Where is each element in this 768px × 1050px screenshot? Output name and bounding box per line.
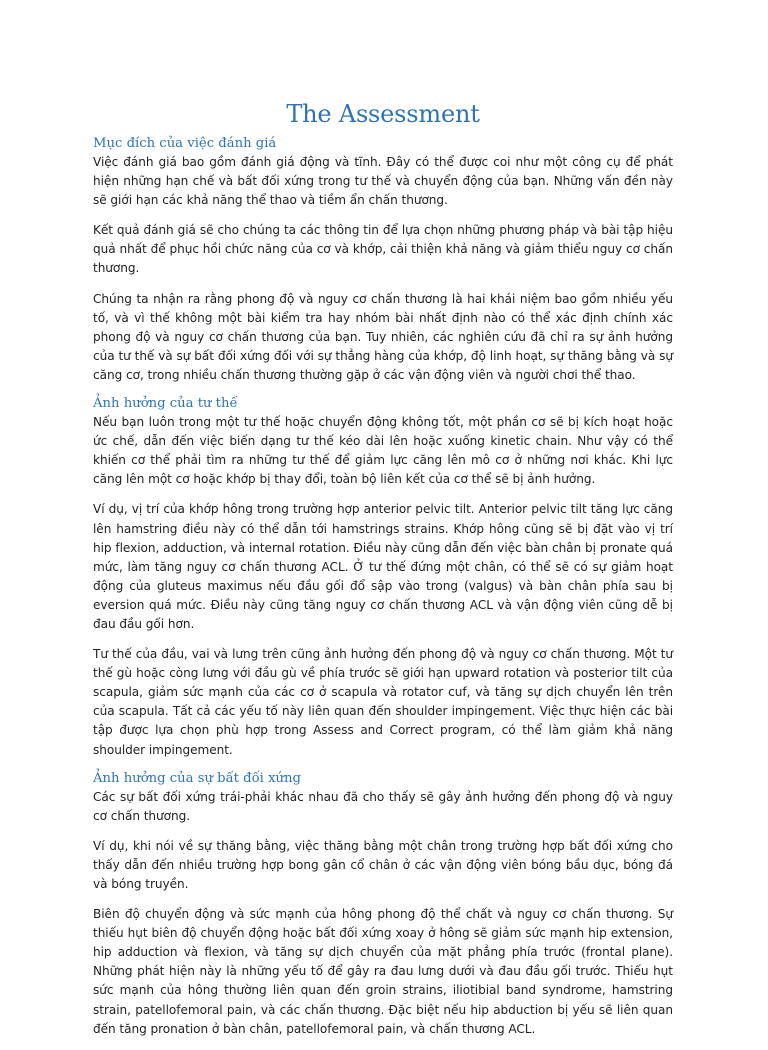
paragraph: Nếu bạn luôn trong một tư thế hoặc chuyển động không tốt, một phần cơ sẽ bị kích hoạt hoặc ức chế, dẫn đến việc biến dạng tư thế kéo dài lên hoặc xuống kinetic chain. Như vậy có thể khiến cơ thể phải tìm ra những tư thế để giảm lực căng lên mô cơ ở những nơi khác. Khi lực căng lên một cơ hoặc khớp bị thay đổi, toàn bộ liên kết của cơ thể sẽ bị ảnh hưởng.: [93, 415, 673, 487]
section-posture-effect: [93, 396, 673, 760]
paragraph: Ví dụ, vị trí của khớp hông trong trường hợp anterior pelvic tilt. Anterior pelvic tilt tăng lực căng lên hamstring điều này có thể dẫn tới hamstrings strains. Khớp hông cũng sẽ bị đặt vào vị trí hip flexion, adduction, và internal rotation. Điều này cũng dẫn đến việc bàn chân bị pronate quá mức, làm tăng nguy cơ chấn thương ACL. Ở tư thế đứng một chân, có thể sẽ có sự giảm hoạt động của gluteus maximus nếu đầu gối đổ sập vào trong (valgus) và bàn chân phía sau bị eversion quá mức. Điều này cũng tăng nguy cơ chấn thương ACL và vận động viên cũng dễ bị đau đầu gối hơn.: [93, 502, 673, 631]
document-content: [93, 100, 673, 1050]
section-heading: Ảnh hưởng của tư thế: [93, 396, 238, 412]
paragraph: Ví dụ, khi nói về sự thăng bằng, việc thăng bằng một chân trong trường hợp bất đối xứng cho thấy dẫn đến nhiều trường hợp bong gân cổ chân ở các vận động viên bóng bầu dục, bóng đá và bóng truyền.: [93, 838, 673, 891]
paragraph: Biên độ chuyển động và sức mạnh của hông phong độ thể chất và nguy cơ chấn thương. Sự thiếu hụt biên độ chuyển động hoặc bất đối xứng xoay ở hông sẽ giảm sức mạnh hip extension, hip adduction và flexion, và tăng sự dịch chuyển của mặt phẳng phía trước (frontal plane). Những phát hiện này là những yếu tố để gây ra đau lưng dưới và đau đầu gối trước. Thiếu hụt sức mạnh của hông thường liên quan đến groin strains, iliotibial band syndrome, hamstring strain, patellofemoral pain, và các chấn thương. Đặc biệt nếu hip abduction bị yếu sẽ liên quan đến tăng pronation ở bàn chân, patellofemoral pain, và chấn thương ACL.: [93, 907, 673, 1036]
section-assessment-purpose: [93, 136, 673, 385]
paragraph: Tư thế của đầu, vai và lưng trên cũng ảnh hưởng đến phong độ và nguy cơ chấn thương. Một tư thế gù hoặc còng lưng với đầu gù về phía trước sẽ giới hạn upward rotation và posterior tilt của scapula, giảm sức mạnh của các cơ ở scapula và rotator cuf, và tăng sự dịch chuyển lên trên của scapula. Tất cả các yếu tố này liên quan đến shoulder impingement. Việc thực hiện các bài tập được lựa chọn phù hợp trong Assess and Correct program, có thể làm giảm khả năng shoulder impingement.: [93, 647, 673, 757]
paragraph: Việc đánh giá bao gồm đánh giá động và tĩnh. Đây có thể được coi như một công cụ để phát hiện những hạn chế và bất đối xứng trong tư thế và chuyển động của bạn. Những vấn đền này sẽ giới hạn các khả năng thể thao và tiềm ẩn chấn thương.: [93, 155, 673, 208]
paragraph: Các sự bất đối xứng trái-phải khác nhau đã cho thấy sẽ gây ảnh hưởng đến phong độ và nguy cơ chấn thương.: [93, 789, 673, 823]
paragraph: Chúng ta nhận ra rằng phong độ và nguy cơ chấn thương là hai khái niệm bao gồm nhiều yếu tố, và vì thế không một bài kiểm tra hay nhóm bài nhất định nào có thể xác định chính xác phong độ và nguy cơ chấn thương của bạn. Tuy nhiên, các nghiên cứu đã chỉ ra sự ảnh hưởng của tư thế và sự bất đối xứng đối với sự thẳng hàng của khớp, độ linh hoạt, sự thăng bằng và sự căng cơ, trong nhiều chấn thương thường gặp ở các vận động viên và người chơi thể thao.: [93, 291, 673, 382]
section-asymmetry-effect: [93, 771, 673, 1039]
section-heading: Mục đích của việc đánh giá: [93, 136, 277, 151]
document-title: The Assessment: [286, 100, 480, 128]
section-heading: Ảnh hưởng của sự bất đối xứng: [93, 770, 301, 786]
paragraph: Kết quả đánh giá sẽ cho chúng ta các thông tin để lựa chọn những phương pháp và bài tập hiệu quả nhất để phục hồi chức năng của cơ và khớp, cải thiện khả năng và giảm thiểu nguy cơ chấn thương.: [93, 223, 673, 276]
